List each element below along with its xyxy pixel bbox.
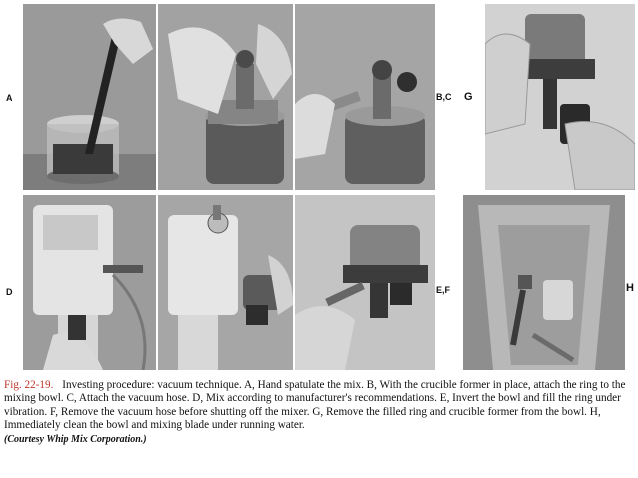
- caption-courtesy: (Courtesy Whip Mix Corporation.): [4, 433, 147, 445]
- photo-c-attach-hose: [295, 4, 435, 190]
- caption-text: Investing procedure: vacuum technique. A, Hand spatulate the mix. B, With the crucible former in place, attach the ring to the mixing bowl. C, Attach the vacuum hose. D, Mix according to manufacturer's recommendations. E, Invert the bowl and fill the ring under vibration. F, Remove the vacuum hose before shutting off the mixer. G, Remove the filled ring and crucible former from the bowl. H, Immediately clean the bowl and mixing blade under running water.: [4, 379, 626, 432]
- figure-caption: [4, 379, 634, 446]
- photo-h-clean-bowl: [463, 195, 625, 370]
- panel-label-g: G: [464, 91, 473, 103]
- panel-label-a: A: [6, 93, 13, 103]
- photo-f-remove-hose: [295, 195, 435, 370]
- panel-label-d: D: [6, 287, 13, 297]
- figure-number: Fig. 22-19.: [4, 379, 54, 391]
- photo-b-attach-ring: [158, 4, 293, 190]
- photo-g-remove-ring: [485, 4, 635, 190]
- photo-e-invert-bowl: [158, 195, 293, 370]
- panel-label-h: H: [626, 282, 634, 294]
- photo-d-mixer: [23, 195, 156, 370]
- photo-a-hand-spatulate: [23, 4, 156, 190]
- panel-label-ef: E,F: [436, 285, 451, 295]
- panel-label-bc: B,C: [436, 92, 452, 102]
